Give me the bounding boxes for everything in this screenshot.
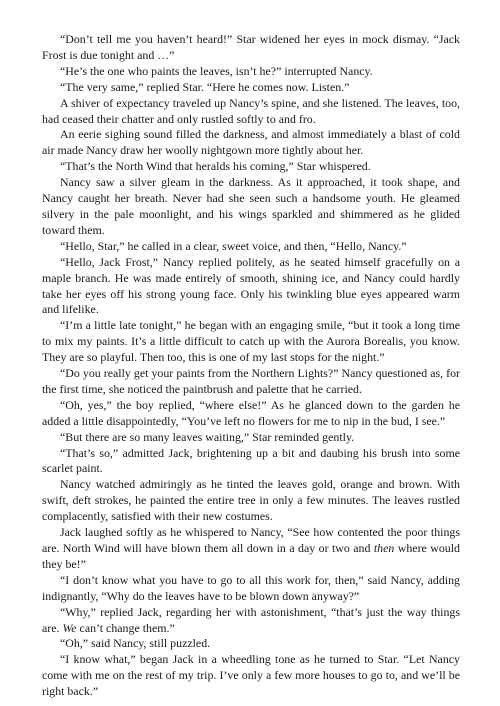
emphasis-text: We <box>62 620 77 635</box>
paragraph: “Don’t tell me you haven’t heard!” Star widened her eyes in mock dismay. “Jack Frost is due tonight and …” <box>42 32 460 62</box>
paragraph: “Why,” replied Jack, regarding her with astonishment, “that’s just the way things are. We can’t change them.” <box>42 604 460 635</box>
paragraph: “I know what,” began Jack in a wheedling tone as he turned to Star. “Let Nancy come with me on the rest of my trip. I’ve only a few more houses to go to, and we’ll be right back.” <box>42 652 460 699</box>
paragraph: Jack laughed softly as he whispered to Nancy, “See how contented the poor things are. North Wind will have blown them all down in a day or two and then where would they be!” <box>42 525 460 571</box>
paragraph: “Do you really get your paints from the Northern Lights?” Nancy questioned as, for the first time, she noticed the paintbrush and palette that he carried. <box>42 366 460 396</box>
paragraph: “Oh, yes,” the boy replied, “where else!” As he glanced down to the garden he added a little disappointedly, “You’ve left no flowers for me to nip in the bud, I see.” <box>42 397 460 428</box>
paragraph: “Hello, Jack Frost,” Nancy replied politely, as he seated himself gracefully on a maple branch. He was made entirely of smooth, shining ice, and Nancy could hardly take her eyes off his strong young face. Only his twinkling blue eyes appeared warm and lifelike. <box>42 254 460 317</box>
paragraph: A shiver of expectancy traveled up Nancy’s spine, and she listened. The leaves, too, had ceased their chatter and only rustled softly to and fro. <box>42 95 460 126</box>
paragraph: “Oh,” said Nancy, still puzzled. <box>60 636 211 651</box>
paragraph: An eerie sighing sound filled the darkness, and almost immediately a blast of cold air made Nancy draw her woolly nightgown more tightly about her. <box>42 127 460 158</box>
paragraph: “But there are so many leaves waiting,” Star reminded gently. <box>60 429 355 444</box>
paragraph: “He’s the one who paints the leaves, isn’t he?” interrupted Nancy. <box>60 63 373 78</box>
paragraph: “The very same,” replied Star. “Here he comes now. Listen.” <box>60 79 350 94</box>
paragraph: “That’s the North Wind that heralds his coming,” Star whispered. <box>60 159 371 174</box>
paragraph: “That’s so,” admitted Jack, brightening up a bit and daubing his brush into some scarlet paint. <box>42 445 460 476</box>
paragraph: “I don’t know what you have to go to all this work for, then,” said Nancy, adding indignantly, “Why do the leaves have to be blown down anyway?” <box>42 572 460 603</box>
paragraph: Nancy saw a silver gleam in the darkness. As it approached, it took shape, and Nancy caught her breath. Never had she seen such a handsome youth. He gleamed silvery in the pale moonlight, and his wings sparkled and shimmered as he glided toward them. <box>42 175 460 237</box>
emphasis-text: then <box>373 541 395 555</box>
paragraph: Nancy watched admiringly as he tinted the leaves gold, orange and brown. With swift, deft strokes, he painted the entire tree in only a few minutes. The leaves rustled complacently, satisfied with their new costumes. <box>42 477 460 524</box>
paragraph: “Hello, Star,” he called in a clear, sweet voice, and then, “Hello, Nancy.” <box>60 238 407 253</box>
paragraph: “I’m a little late tonight,” he began with an engaging smile, “but it took a long time to mix my paints. It’s a little difficult to catch up with the Aurora Borealis, you know. They are so playful. Then too, this is one of my last stops for the night.” <box>42 318 460 365</box>
